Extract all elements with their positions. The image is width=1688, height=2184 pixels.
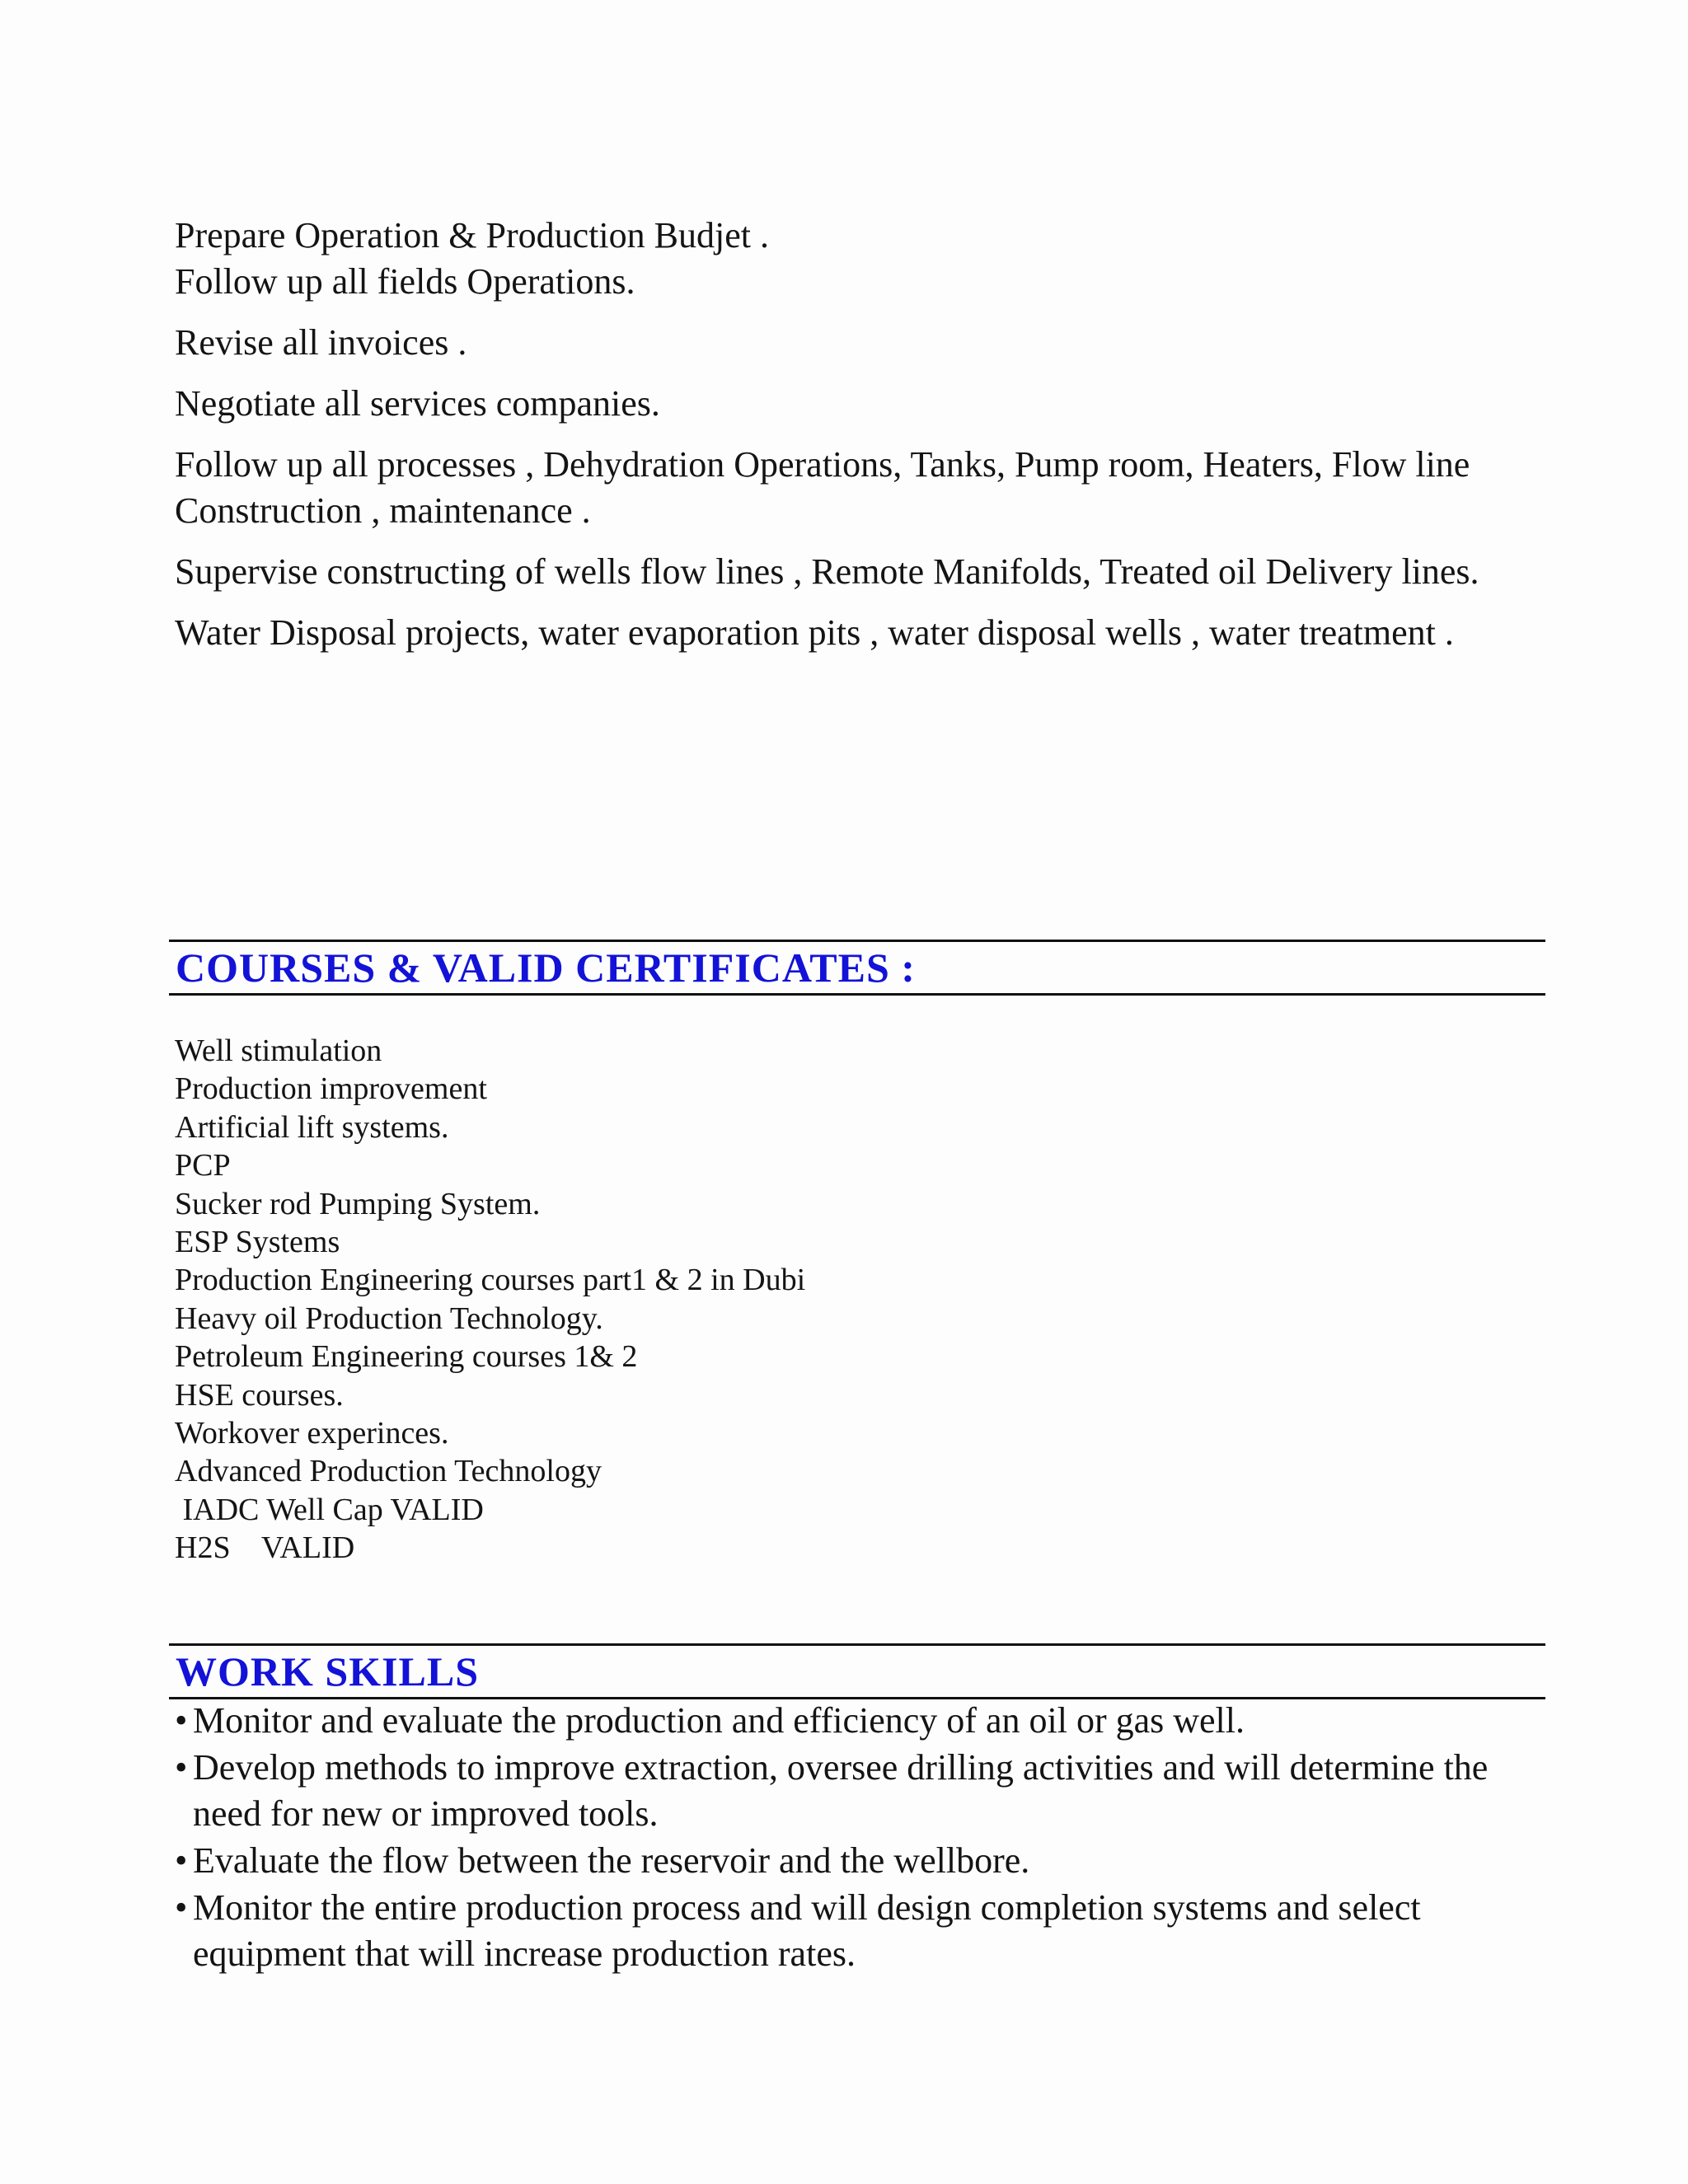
duties-list — [175, 213, 1559, 671]
skill-item — [175, 1838, 1559, 1884]
courses-section-header — [169, 940, 1545, 996]
course-item: ESP Systems — [175, 1225, 340, 1260]
course-item: Well stimulation — [175, 1033, 382, 1068]
skill-item — [175, 1698, 1559, 1744]
course-item: IADC Well Cap VALID — [175, 1492, 484, 1527]
skill-text: Monitor and evaluate the production and efficiency of an oil or gas well. — [193, 1700, 1245, 1741]
skill-text: Evaluate the flow between the reservoir and the wellbore. — [193, 1840, 1030, 1881]
course-item: HSE courses. — [175, 1377, 344, 1413]
duty-item: Water Disposal projects, water evaporation pits , water disposal wells , water treatment . — [175, 612, 1454, 653]
bullet-icon: • — [175, 1700, 188, 1741]
course-item: Artificial lift systems. — [175, 1109, 449, 1145]
duty-item: Negotiate all services companies. — [175, 383, 660, 424]
course-item: PCP — [175, 1148, 231, 1183]
skill-text: Monitor the entire production process and will design completion systems and select equipment that will increase production rates. — [193, 1887, 1421, 1974]
skills-list — [175, 1698, 1559, 1978]
skill-item — [175, 1745, 1559, 1837]
duty-item: Follow up all processes , Dehydration Operations, Tanks, Pump room, Heaters, Flow line Construction , maintenance . — [175, 444, 1470, 531]
duty-item: Prepare Operation & Production Budjet . — [175, 215, 769, 255]
courses-section-title: COURSES & VALID CERTIFICATES : — [176, 944, 916, 991]
course-item: Advanced Production Technology — [175, 1454, 602, 1489]
course-item: Workover experinces. — [175, 1416, 449, 1451]
course-item: Sucker rod Pumping System. — [175, 1186, 541, 1221]
duty-item: Follow up all fields Operations. — [175, 261, 635, 302]
bullet-icon: • — [175, 1887, 188, 1928]
skill-text: Develop methods to improve extraction, oversee drilling activities and will determine the need for new or improved tools. — [193, 1747, 1489, 1834]
skills-section-header — [169, 1643, 1545, 1699]
course-item: Production improvement — [175, 1071, 487, 1107]
bullet-icon: • — [175, 1840, 188, 1881]
duty-item: Supervise constructing of wells flow lines , Remote Manifolds, Treated oil Delivery lines. — [175, 551, 1479, 592]
course-item: Heavy oil Production Technology. — [175, 1301, 603, 1336]
courses-list — [175, 1032, 1164, 1568]
course-item: Production Engineering courses part1 & 2 in Dubi — [175, 1263, 806, 1298]
duty-item: Revise all invoices . — [175, 322, 467, 363]
course-item: Petroleum Engineering courses 1& 2 — [175, 1339, 638, 1375]
skills-section-title: WORK SKILLS — [176, 1648, 480, 1694]
course-item: H2S VALID — [175, 1530, 355, 1566]
skill-item — [175, 1885, 1559, 1977]
bullet-icon: • — [175, 1747, 188, 1788]
